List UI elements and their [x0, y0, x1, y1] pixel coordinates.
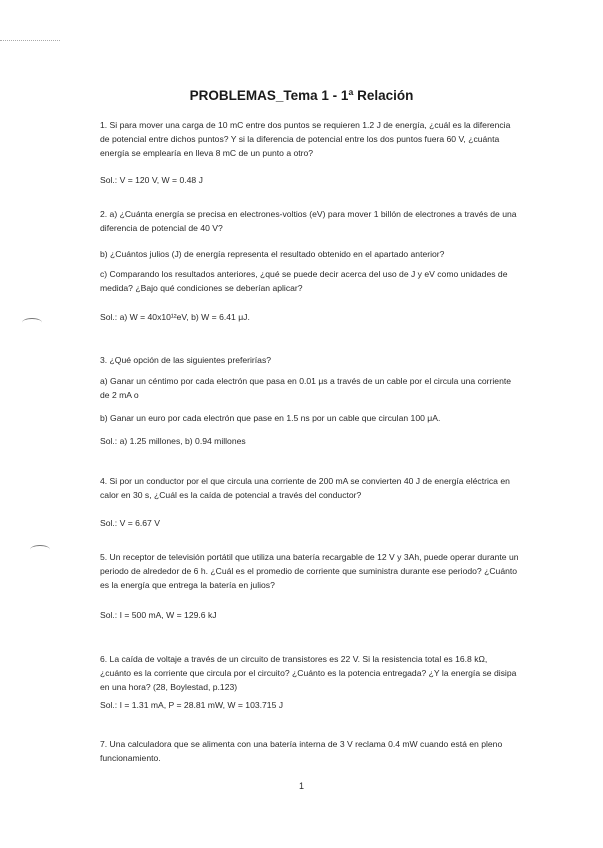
problem-4-solution: Sol.: V = 6.67 V	[100, 518, 160, 528]
problem-1-solution: Sol.: V = 120 V, W = 0.48 J	[100, 175, 203, 185]
problem-3-option-b: b) Ganar un euro por cada electrón que pase en 1.5 ns por un cable que circulan 100 μA.	[100, 413, 441, 423]
scan-artifact	[0, 40, 60, 43]
problem-2-solution: Sol.: a) W = 40x10¹²eV, b) W = 6.41 μJ.	[100, 312, 250, 322]
problem-6-solution: Sol.: I = 1.31 mA, P = 28.81 mW, W = 103.715 J	[100, 700, 284, 710]
problem-2-part-c: c) Comparando los resultados anteriores, ¿qué se puede decir acerca del uso de J y eV como unidades de medida? ¿Bajo qué condiciones se deberían aplicar?	[100, 269, 508, 293]
problem-6-statement: 6. La caída de voltaje a través de un circuito de transistores es 22 V. Si la resistencia total es 16.8 kΩ, ¿cuánto es la corriente que circula por el circuito? ¿Cuánto es la potencia entregada? ¿Y la energía se disipa en una hora? (28, Boylestad, p.123)	[100, 654, 517, 692]
problem-3-solution: Sol.: a) 1.25 millones, b) 0.94 millones	[100, 436, 246, 446]
problem-4-statement: 4. Si por un conductor por el que circula una corriente de 200 mA se convierten 40 J de energía eléctrica en calor en 30 s, ¿Cuál es la caída de potencial a través del conductor?	[100, 476, 510, 500]
hole-punch-mark	[30, 545, 50, 554]
page-number: 1	[298, 781, 304, 791]
document-title: PROBLEMAS_Tema 1 - 1ª Relación	[189, 88, 414, 103]
problem-1-statement: 1. Si para mover una carga de 10 mC entre dos puntos se requieren 1.2 J de energía, ¿cuál es la diferencia de potencial entre dichos puntos? Y si la diferencia de potencial entre los dos puntos fuera 60 V, ¿cuánta energía se emplearía en lleva 8 mC de un punto a otro?	[100, 120, 511, 158]
problem-3-statement: 3. ¿Qué opción de las siguientes preferirías?	[100, 355, 272, 365]
problem-5-statement: 5. Un receptor de televisión portátil que utiliza una batería recargable de 12 V y 3Ah, puede operar durante un periodo de alrededor de 6 h. ¿Cuál es el promedio de corriente que suministra durante ese periodo? ¿Cuánto es la energía que entrega la batería en julios?	[100, 552, 519, 590]
problem-3-option-a: a) Ganar un céntimo por cada electrón que pasa en 0.01 μs a través de un cable por el circula una corriente de 2 mA o	[100, 376, 512, 400]
hole-punch-mark	[22, 318, 42, 327]
problem-2-part-a: 2. a) ¿Cuánta energía se precisa en electrones-voltios (eV) para mover 1 billón de electrones a través de una diferencia de potencial de 40 V?	[100, 209, 517, 233]
problem-5-solution: Sol.: I = 500 mA, W = 129.6 kJ	[100, 610, 217, 620]
problem-2-part-b: b) ¿Cuántos julios (J) de energía representa el resultado obtenido en el apartado anterior?	[100, 249, 445, 259]
problem-7-statement: 7. Una calculadora que se alimenta con una batería interna de 3 V reclama 0.4 mW cuando está en pleno funcionamiento.	[100, 739, 503, 763]
